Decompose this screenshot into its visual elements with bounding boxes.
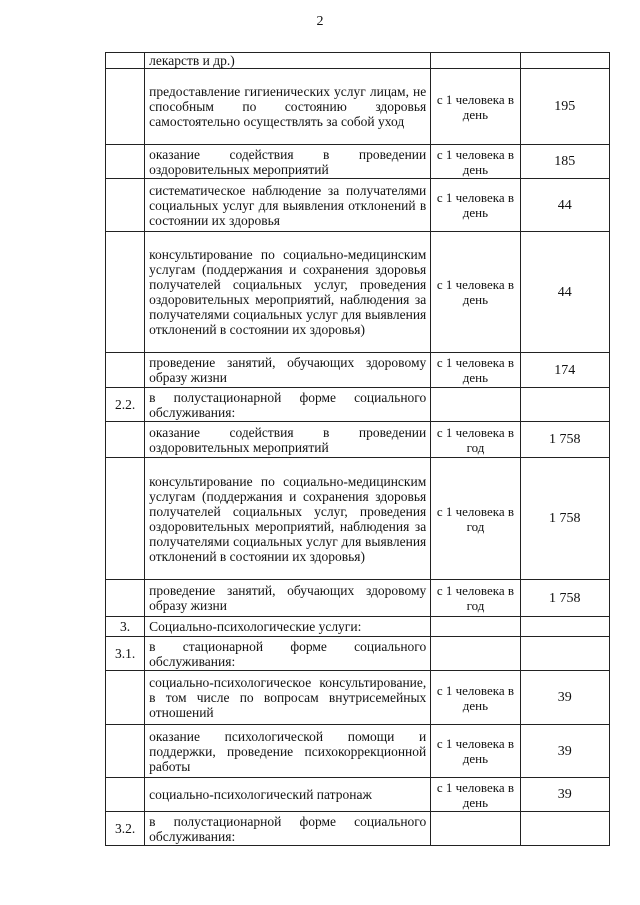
service-name: лекарств и др.) [145, 53, 431, 69]
unit-cell: с 1 человека в день [431, 145, 520, 179]
row-number: 3.2. [106, 812, 145, 846]
unit-cell: с 1 человека в год [431, 580, 520, 617]
value-cell: 44 [520, 232, 609, 353]
table-row [106, 232, 610, 353]
table-row [106, 388, 610, 422]
row-number [106, 580, 145, 617]
table-row [106, 458, 610, 580]
table-row [106, 179, 610, 232]
row-number [106, 53, 145, 69]
service-name: консультирование по социально-медицинским услугам (поддержания и сохранения здоровья получателей социальных услуг, проведения оздоровительных мероприятий, наблюдения за получателями социальных услуг для выявления отклонений в состоянии их здоровья) [145, 458, 431, 580]
unit-cell [431, 617, 520, 637]
service-name: социально-психологическое консультирование, в том числе по вопросам внутрисемейных отношений [145, 671, 431, 725]
row-number [106, 232, 145, 353]
service-name: оказание содействия в проведении оздоровительных мероприятий [145, 422, 431, 458]
table-row [106, 812, 610, 846]
row-number [106, 725, 145, 778]
row-number [106, 422, 145, 458]
value-cell [520, 637, 609, 671]
unit-cell [431, 812, 520, 846]
service-name: оказание содействия в проведении оздоровительных мероприятий [145, 145, 431, 179]
table-row [106, 145, 610, 179]
unit-cell: с 1 человека в день [431, 232, 520, 353]
section-heading: в полустационарной форме социального обслуживания: [145, 388, 431, 422]
value-cell: 185 [520, 145, 609, 179]
unit-cell: с 1 человека в год [431, 422, 520, 458]
unit-cell: с 1 человека в день [431, 671, 520, 725]
row-number: 3. [106, 617, 145, 637]
value-cell [520, 617, 609, 637]
unit-cell [431, 53, 520, 69]
value-cell: 195 [520, 69, 609, 145]
service-name: консультирование по социально-медицинским услугам (поддержания и сохранения здоровья получателей социальных услуг, проведения оздоровительных мероприятий, наблюдения за получателями социальных услуг для выявления отклонений в состоянии их здоровья) [145, 232, 431, 353]
row-number [106, 353, 145, 388]
value-cell: 39 [520, 725, 609, 778]
services-table [105, 52, 610, 846]
service-name: систематическое наблюдение за получателями социальных услуг для выявления отклонений в состоянии их здоровья [145, 179, 431, 232]
value-cell [520, 388, 609, 422]
row-number: 3.1. [106, 637, 145, 671]
table-row [106, 580, 610, 617]
unit-cell: с 1 человека в день [431, 725, 520, 778]
table-row [106, 778, 610, 812]
service-name: социально-психологический патронаж [145, 778, 431, 812]
value-cell [520, 53, 609, 69]
value-cell: 1 758 [520, 422, 609, 458]
value-cell: 39 [520, 778, 609, 812]
row-number [106, 179, 145, 232]
value-cell [520, 812, 609, 846]
value-cell: 174 [520, 353, 609, 388]
value-cell: 39 [520, 671, 609, 725]
unit-cell: с 1 человека в день [431, 353, 520, 388]
table-row [106, 637, 610, 671]
unit-cell: с 1 человека в год [431, 458, 520, 580]
unit-cell: с 1 человека в день [431, 778, 520, 812]
service-name: проведение занятий, обучающих здоровому образу жизни [145, 353, 431, 388]
row-number [106, 458, 145, 580]
value-cell: 44 [520, 179, 609, 232]
page-number: 2 [316, 14, 324, 29]
table-row [106, 671, 610, 725]
row-number [106, 778, 145, 812]
table-row [106, 353, 610, 388]
row-number [106, 69, 145, 145]
unit-cell [431, 637, 520, 671]
service-name: оказание психологической помощи и поддержки, проведение психокоррекционной работы [145, 725, 431, 778]
table-row [106, 617, 610, 637]
row-number [106, 671, 145, 725]
value-cell: 1 758 [520, 580, 609, 617]
table-row [106, 422, 610, 458]
section-heading: Социально-психологические услуги: [145, 617, 431, 637]
unit-cell: с 1 человека в день [431, 69, 520, 145]
row-number [106, 145, 145, 179]
unit-cell [431, 388, 520, 422]
section-heading: в стационарной форме социального обслуживания: [145, 637, 431, 671]
service-name: проведение занятий, обучающих здоровому образу жизни [145, 580, 431, 617]
table-row [106, 725, 610, 778]
service-name: предоставление гигиенических услуг лицам, не способным по состоянию здоровья самостоятельно осуществлять за собой уход [145, 69, 431, 145]
row-number: 2.2. [106, 388, 145, 422]
section-heading: в полустационарной форме социального обслуживания: [145, 812, 431, 846]
table-row [106, 53, 610, 69]
table-row [106, 69, 610, 145]
value-cell: 1 758 [520, 458, 609, 580]
unit-cell: с 1 человека в день [431, 179, 520, 232]
